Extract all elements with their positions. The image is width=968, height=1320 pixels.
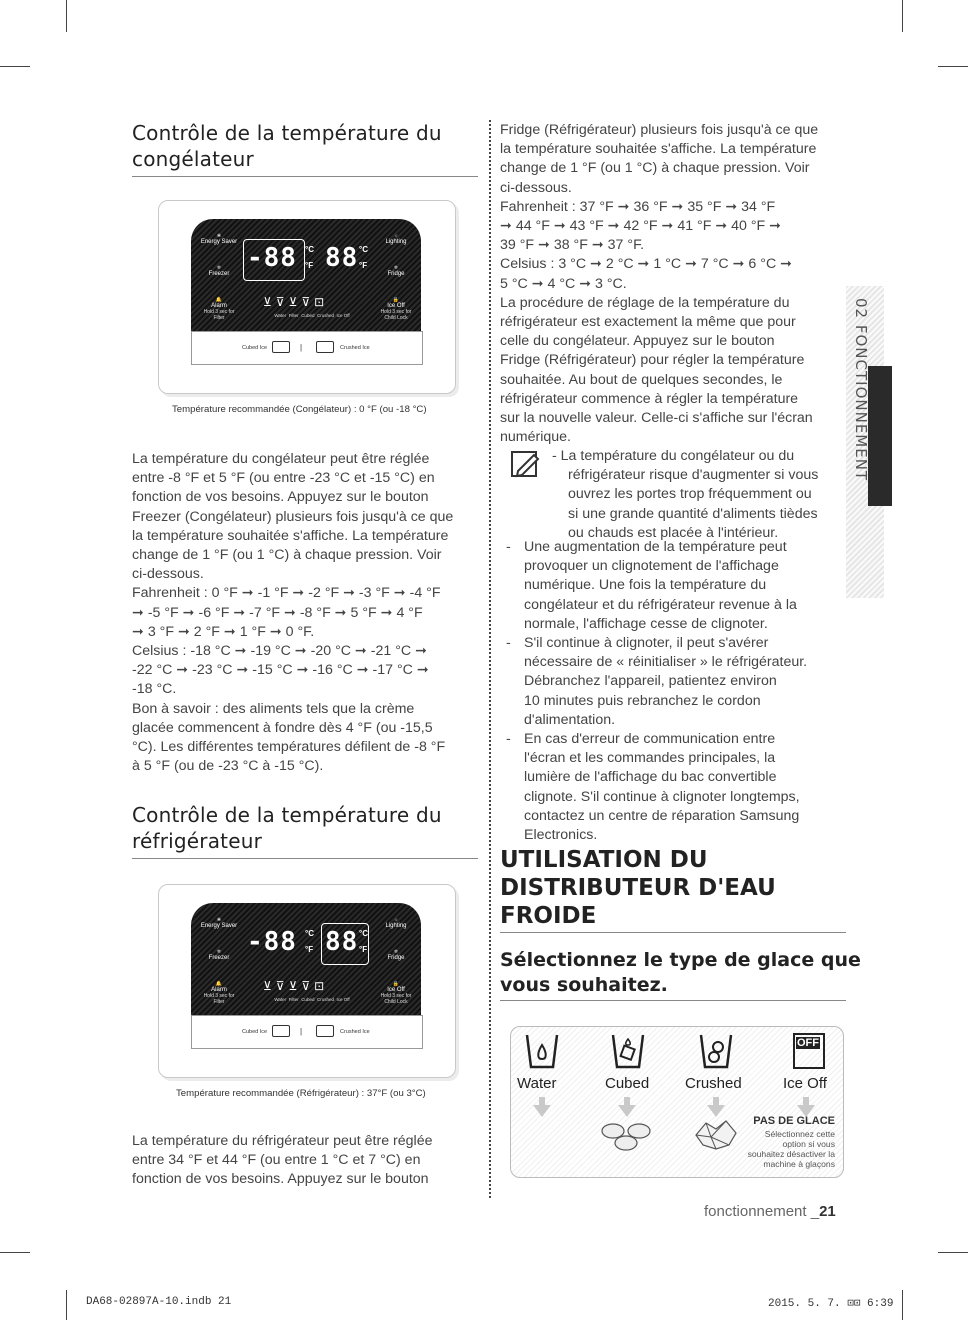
ice-button-strip: Cubed Ice | Crushed Ice <box>191 331 423 365</box>
no-ice-text: Sélectionnez cette option si vous souhaitez désactiver la machine à glaçons <box>747 1129 835 1169</box>
dispenser-mode-icons: ⊻⊽⊻⊽⊡ <box>263 295 329 309</box>
section-rule <box>132 176 478 177</box>
list-item: - Une augmentation de la température peut provoquer un clignotement de l'affichage numérique. Une fois la température du congélateur et du réfrigérateur revenue à la normale, l'affichage cesse de clignoter. <box>506 539 797 632</box>
fridge-text-continued: Fridge (Réfrigérateur) plusieurs fois jusqu'à ce que la température souhaitée s'affiche. La température change de 1 °F (ou 1 °C) à chaque pression. Voir ci-dessous. Fahrenheit : 37 °F ➞ 36 °F ➞ 35 °F ➞ 34 °F ➞ 44 °F ➞ 43 °F ➞ 42 °F ➞ 41 °F ➞ 40 °F ➞ 39 °F ➞ 38 °F ➞ 37 °F. Celsius : 3 °C ➞ 2 °C ➞ 1 °C ➞ 7 °C ➞ 6 °C ➞ 5 °C ➞ 4 °C ➞ 3 °C. La procédure de réglage de la température du réfrigérateur est exactement la même que pour celle du congélateur. Appuyez sur le bouton Fridge (Réfrigérateur) pour régler la température souhaitée. Au bout de quelques secondes, le réfrigérateur commence à régler la température sur la nouvelle valeur. Celle-ci s'affiche sur l'écran numérique. <box>500 122 819 446</box>
arrow-down-icon <box>618 1105 636 1117</box>
page-footer: fonctionnement _21 <box>704 1203 836 1220</box>
note-text: - La température du congélateur ou du réfrigérateur risque d'augmenter si vous ouvrez les portes trop fréquemment ou si une grande quantité d'aliments tièdes ou chauds est placée à l'intérieur. <box>552 448 819 541</box>
freezer-control: ❄ Freezer <box>208 265 230 277</box>
freezer-temp-display: -88 <box>247 243 297 273</box>
unit-fahrenheit: °F <box>305 261 314 270</box>
crushed-label: Crushed <box>685 1075 742 1092</box>
dispenser-chapter-title: UTILISATION DU DISTRIBUTEUR D'EAU FROIDE <box>500 847 776 929</box>
crushed-ice-glass-icon <box>699 1033 733 1069</box>
list-item: - En cas d'erreur de communication entre l'écran et les commandes principales, la lumière de l'affichage du bac convertible clignote. S'il continue à clignoter longtemps, contactez un centre de réparation Samsung Electronics. <box>506 731 800 844</box>
fridge-control-panel-illustration: ❀ Energy Saver ❄ Freezer 🔔 Alarm Hold 3 sec for Filter -88 °C °F 88 °C °F ☼ Lighting ❄ Fridge 🔒 Ice Off Hold 3 sec for Child Lock ⊻⊽⊻⊽⊡ Water Filter Cubed Crushed Ice Off Cubed Ice | Crushed Ice <box>158 884 456 1078</box>
freezer-control-panel-illustration <box>158 200 456 394</box>
ice-off-control: 🔒 Ice Off Hold 3 sec for Child Lock <box>380 297 412 321</box>
freezer-section-title: Contrôle de la température du congélateur <box>132 121 442 171</box>
ice-type-subtitle: Sélectionnez le type de glace que vous souhaitez. <box>500 949 861 996</box>
ice-type-illustration <box>510 1026 844 1178</box>
bullet-list <box>506 538 807 845</box>
cubed-label: Cubed <box>605 1075 650 1092</box>
crushed-ice-icon <box>691 1115 741 1155</box>
ice-off-label: Ice Off <box>783 1075 827 1092</box>
crop-mark <box>66 0 67 32</box>
cubed-ice-button <box>272 341 290 353</box>
print-file-info: DA68-02897A-10.indb 21 <box>86 1296 232 1308</box>
freezer-caption: Température recommandée (Congélateur) : 0 °F (ou -18 °C) <box>172 404 427 415</box>
section-rule <box>132 858 478 859</box>
display-screen: ❀ Energy Saver ❄ Freezer 🔔 Alarm Hold 3 sec for Filter -88 °C °F 88 °C °F ☼ Lighting ❄ Fridge 🔒 Ice Off Hold 3 sec for Child Lock ⊻⊽⊻⊽⊡ Water Filter Cubed Crushed Ice Off <box>191 219 421 331</box>
fridge-caption: Température recommandée (Réfrigérateur) : 37°F (ou 3°C) <box>176 1088 426 1099</box>
ice-off-icon: OFF <box>793 1033 825 1069</box>
freezer-text: La température du congélateur peut être réglée entre -8 °F et 5 °F (ou entre -23 °C et -15 °C) en fonction de vos besoins. Appuyez sur le bouton Freezer (Congélateur) plusieurs fois jusqu'à ce que la température souhaitée s'affiche. La température change de 1 °F (ou 1 °C) à chaque pression. Voir ci-dessous. Fahrenheit : 0 °F ➞ -1 °F ➞ -2 °F ➞ -3 °F ➞ -4 °F ➞ -5 °F ➞ -6 °F ➞ -7 °F ➞ -8 °F ➞ 5 °F ➞ 4 °F ➞ 3 °F ➞ 2 °F ➞ 1 °F ➞ 0 °F. Celsius : -18 °C ➞ -19 °C ➞ -20 °C ➞ -21 °C ➞ -22 °C ➞ -23 °C ➞ -15 °C ➞ -16 °C ➞ -17 °C ➞ -18 °C. Bon à savoir : des aliments tels que la crème glacée commencent à fondre dès 4 °F (ou -15,5 °C). Les différentes températures défilent de -8 °F à 5 °F (ou de -23 °C à -15 °C). <box>132 451 454 775</box>
fridge-temp-display: 88 <box>325 243 359 273</box>
print-date-info: 2015. 5. 7. ⊡⊡ 6:39 <box>768 1298 894 1310</box>
crop-mark <box>0 1252 30 1253</box>
ice-cubes-icon <box>599 1119 655 1153</box>
alarm-control: 🔔 Alarm Hold 3 sec for Filter <box>203 297 235 321</box>
list-item: - S'il continue à clignoter, il peut s'avérer nécessaire de « réinitialiser » le réfrigérateur. Débranchez l'appareil, patientez environ 10 minutes puis rebranchez le cordon d'alimentation. <box>506 635 808 728</box>
crop-mark <box>938 66 968 67</box>
energy-saver-control: ❀ Energy Saver <box>200 233 238 245</box>
fridge-control: ❄ Fridge <box>387 265 405 277</box>
chapter-side-tab <box>846 286 884 598</box>
column-divider <box>489 120 491 1198</box>
page-number: 21 <box>819 1203 836 1220</box>
note-pencil-icon <box>510 449 542 479</box>
water-label: Water <box>517 1075 557 1092</box>
chapter-tab-label: 02 FONCTIONNEMENT <box>852 298 870 482</box>
unit-celsius: °C <box>305 245 314 254</box>
water-glass-icon <box>525 1033 559 1069</box>
fridge-text: La température du réfrigérateur peut être réglée entre 34 °F et 44 °F (ou entre 1 °C et 7 °C) en fonction de vos besoins. Appuyez sur le bouton <box>132 1133 433 1188</box>
lighting-control: ☼ Lighting <box>385 233 407 245</box>
arrow-down-icon <box>533 1105 551 1117</box>
crop-mark <box>902 0 903 32</box>
no-ice-title: PAS DE GLACE <box>753 1115 835 1127</box>
display-screen: ❀ Energy Saver ❄ Freezer 🔔 Alarm Hold 3 sec for Filter -88 °C °F 88 °C °F ☼ Lighting ❄ Fridge 🔒 Ice Off Hold 3 sec for Child Lock ⊻⊽⊻⊽⊡ Water Filter Cubed Crushed Ice Off <box>191 903 421 1015</box>
crop-mark <box>0 66 30 67</box>
crop-mark <box>66 1290 67 1320</box>
fridge-section-title: Contrôle de la température du réfrigérateur <box>132 803 442 853</box>
crushed-ice-button <box>316 341 334 353</box>
crop-mark <box>902 1290 903 1320</box>
cubed-ice-glass-icon <box>611 1033 645 1069</box>
crop-mark <box>938 1252 968 1253</box>
